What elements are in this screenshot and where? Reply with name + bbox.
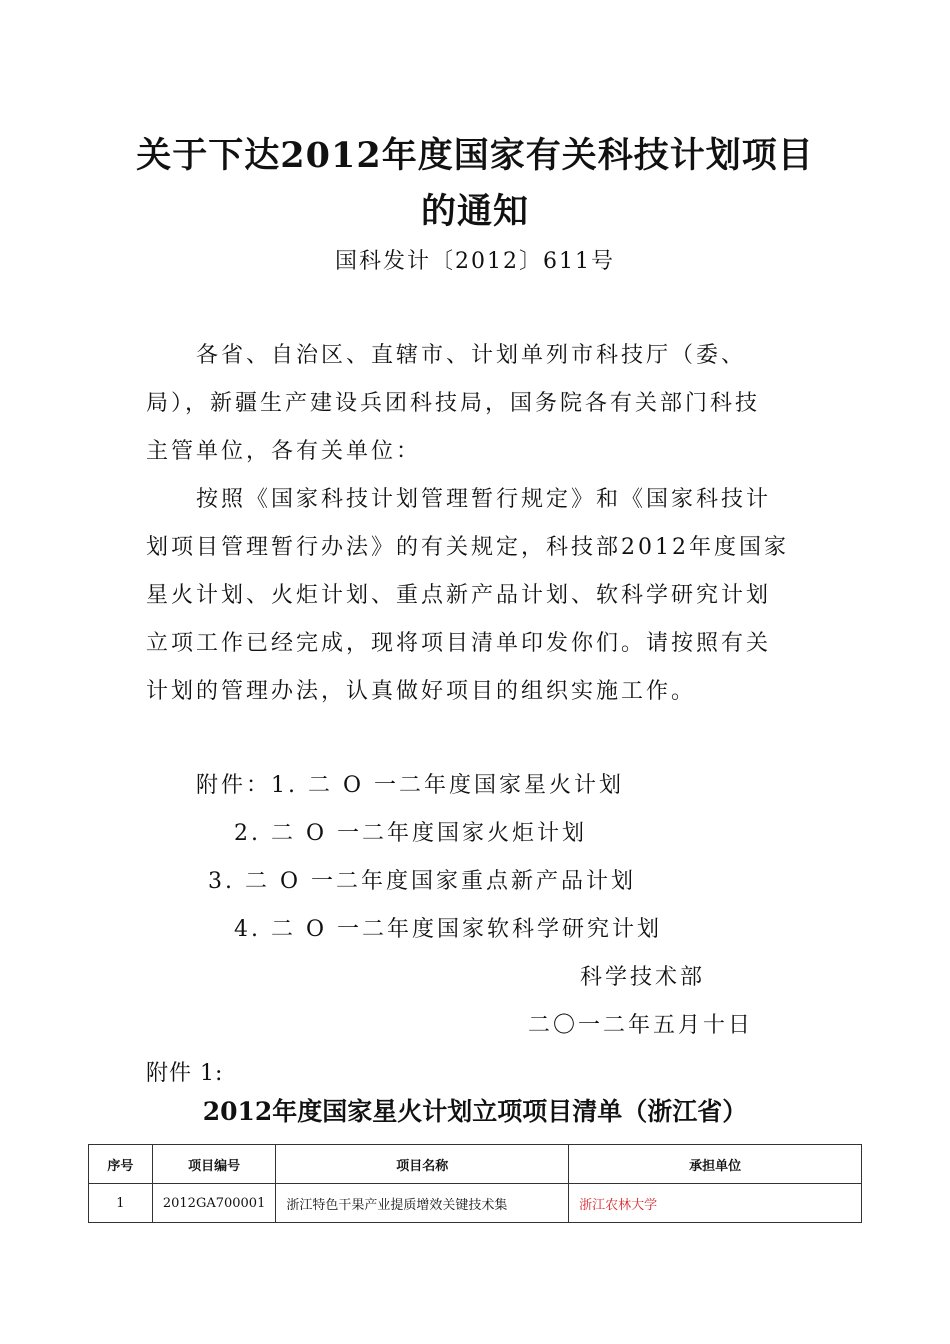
table-title: 2012年度国家星火计划立项项目清单（浙江省） [202, 1097, 748, 1126]
project-table [88, 1144, 862, 1223]
column-header-undertaking-unit: 承担单位 [569, 1145, 862, 1184]
cell-project-code: 2012GA700001 [152, 1184, 275, 1223]
table-header-row [89, 1145, 862, 1184]
attachment-item: 2. 二 O 一二年度国家火炬计划 [234, 821, 588, 846]
attachment-item: 4. 二 O 一二年度国家软科学研究计划 [234, 917, 663, 942]
document-title-line-1: 关于下达2012年度国家有关科技计划项目 [136, 135, 814, 176]
cell-index: 1 [89, 1184, 153, 1223]
signature-date: 二〇一二年五月十日 [528, 1013, 754, 1038]
signature-organization: 科学技术部 [580, 965, 706, 990]
body-line: 星火计划、火炬计划、重点新产品计划、软科学研究计划 [146, 583, 772, 608]
addressee-line: 各省、自治区、直辖市、计划单列市科技厅（委、 [196, 343, 747, 368]
column-header-index: 序号 [89, 1145, 153, 1184]
addressee-line: 局），新疆生产建设兵团科技局，国务院各有关部门科技 [146, 391, 761, 416]
column-header-project-code: 项目编号 [152, 1145, 275, 1184]
table-row [89, 1184, 862, 1223]
column-header-project-name: 项目名称 [276, 1145, 569, 1184]
attachment-item: 附件：1. 二 O 一二年度国家星火计划 [196, 773, 625, 798]
body-line: 按照《国家科技计划管理暂行规定》和《国家科技计 [196, 487, 772, 512]
document-number: 国科发计〔2012〕611号 [335, 249, 615, 274]
body-line: 计划的管理办法，认真做好项目的组织实施工作。 [146, 679, 697, 704]
addressee-line: 主管单位，各有关单位： [146, 439, 422, 464]
body-line: 立项工作已经完成，现将项目清单印发你们。请按照有关 [146, 631, 772, 656]
cell-undertaking-unit: 浙江农林大学 [569, 1184, 862, 1223]
body-line: 划项目管理暂行办法》的有关规定，科技部2012年度国家 [146, 535, 789, 560]
attachment-item: 3. 二 O 一二年度国家重点新产品计划 [208, 869, 637, 894]
cell-project-name: 浙江特色干果产业提质增效关键技术集 [276, 1184, 569, 1223]
document-title-line-2: 的通知 [420, 191, 529, 232]
attachment-label: 附件 1: [146, 1061, 224, 1086]
